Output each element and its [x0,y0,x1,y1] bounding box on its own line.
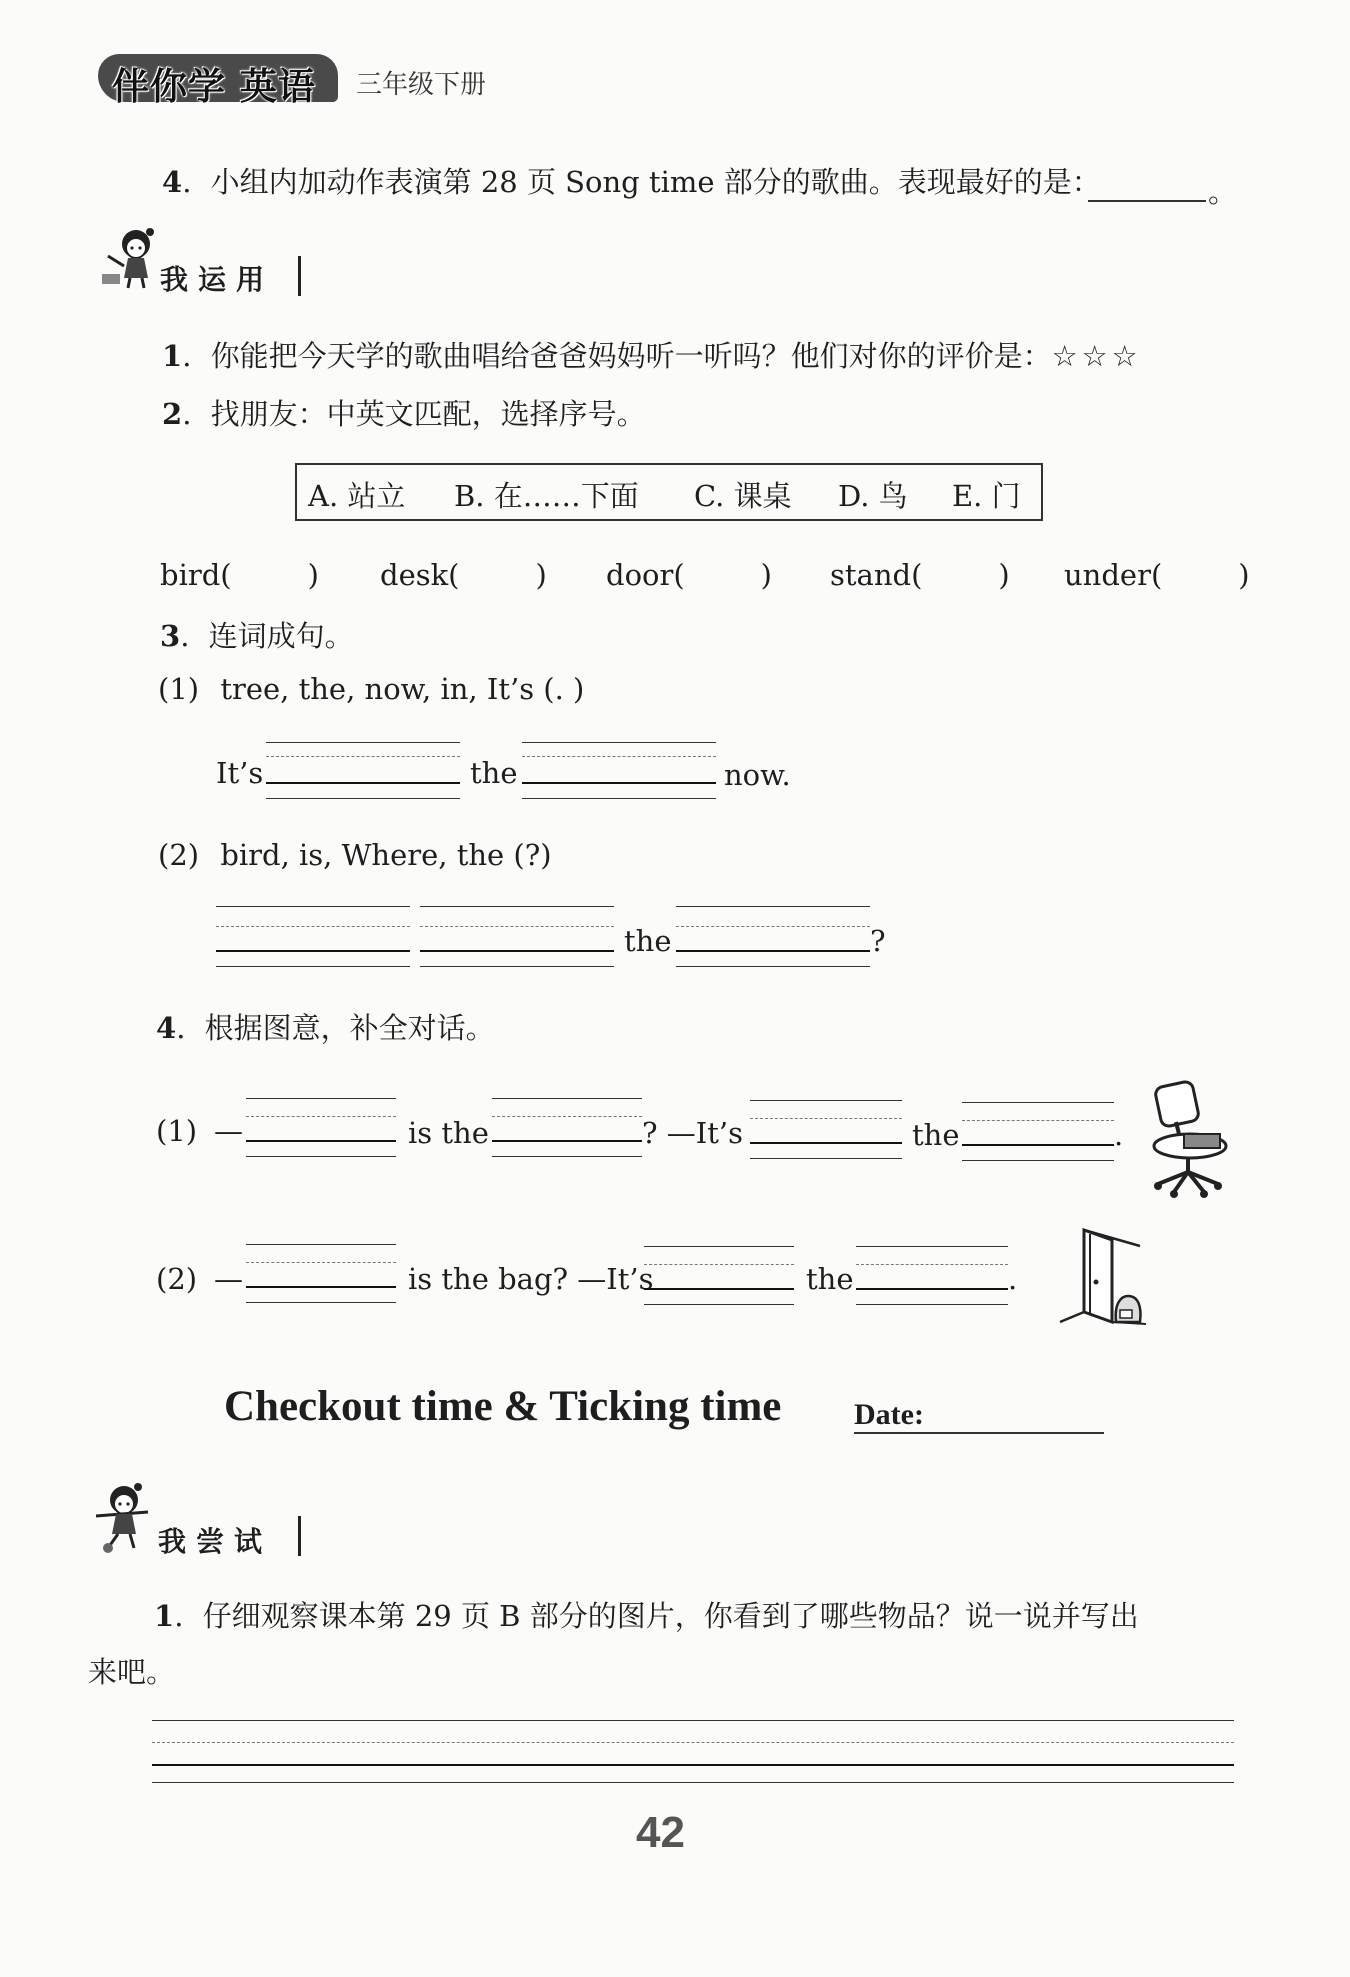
period: 。 [1208,175,1238,209]
option-d: D. 鸟 [838,479,908,513]
text-is-the: is the [408,1116,489,1150]
book-title: 伴你学 英语 [112,65,316,108]
question-text-continued: 来吧。 [88,1655,176,1689]
word-the: the [806,1262,854,1296]
writing-line[interactable] [420,906,614,962]
writing-line[interactable] [246,1098,396,1154]
writing-line[interactable] [492,1098,642,1154]
option-e: E. 门 [952,479,1021,513]
question-number: 4 [156,1011,177,1045]
q4-1-label: (1) [156,1114,198,1148]
writing-line[interactable] [644,1246,794,1302]
option-c: C. 课桌 [694,479,792,513]
q3-1-words: (1) tree, the, now, in, It’s (. ) [158,672,585,706]
rating-stars[interactable]: ☆☆☆ [1051,339,1142,373]
answer-blank[interactable] [1088,200,1206,202]
question-text: 小组内加动作表演第 28 页 Song time 部分的歌曲。表现最好的是： [210,165,1101,199]
period: . [1008,1262,1018,1296]
checkout-title: Checkout time & Ticking time [224,1383,782,1430]
question-number: 3 [160,619,181,653]
question-number: 1 [162,339,183,373]
use-question-4: 4. 根据图意，补全对话。 [156,1011,495,1045]
use-question-3: 3. 连词成句。 [160,619,354,653]
word-options-box [295,463,1043,521]
option-b: B. 在……下面 [454,479,639,513]
writing-line[interactable] [750,1100,902,1156]
writing-line[interactable] [676,906,870,962]
section-divider [298,256,301,296]
writing-line[interactable] [856,1246,1008,1302]
word-its: It’s [216,756,264,790]
question-number: 1 [154,1599,175,1633]
question-number: 4 [162,165,183,199]
match-stand[interactable]: stand( ) [830,558,1010,592]
match-bird[interactable]: bird( ) [160,558,319,592]
writing-line[interactable] [522,742,716,798]
chair-with-bag-picture [1140,1076,1240,1198]
door-with-bag-picture [1054,1226,1148,1326]
answer-writing-line[interactable] [152,1720,1234,1776]
date-blank[interactable] [854,1432,1104,1434]
word-now: now. [724,758,791,792]
writing-line[interactable] [962,1102,1114,1158]
dash: — [214,1114,243,1148]
question-mark: ? [870,924,886,958]
use-question-2: 2. 找朋友：中英文匹配，选择序号。 [162,397,646,431]
girl-mascot-icon [88,1482,154,1554]
section-divider [298,1516,301,1556]
question-text: 根据图意，补全对话。 [204,1011,495,1045]
word-the: the [470,756,518,790]
try-question-1: 1. 仔细观察课本第 29 页 B 部分的图片，你看到了哪些物品？说一说并写出 [154,1599,1139,1633]
period: . [1114,1118,1124,1152]
question-4-top: 4. 小组内加动作表演第 28 页 Song time 部分的歌曲。表现最好的是： [162,165,1101,199]
section-title-use: 我运用 [160,263,275,296]
match-desk[interactable]: desk( ) [380,558,547,592]
question-number: 2 [162,397,183,431]
match-door[interactable]: door( ) [606,558,772,592]
word-the: the [912,1118,960,1152]
use-question-1: 1. 你能把今天学的歌曲唱给爸爸妈妈听一听吗？他们对你的评价是：☆☆☆ [162,339,1142,373]
writing-line[interactable] [266,742,460,798]
dash: — [214,1262,243,1296]
date-label: Date: [854,1398,924,1431]
writing-line[interactable] [246,1244,396,1300]
text-is-the-bag: is the bag? —It’s [408,1262,654,1296]
section-title-try: 我尝试 [158,1525,273,1558]
question-text: 找朋友：中英文匹配，选择序号。 [210,397,646,431]
q3-2-words: (2) bird, is, Where, the (?) [158,838,552,872]
text-its: ? —It’s [642,1116,743,1150]
question-text: 连词成句。 [208,619,354,653]
page-number: 42 [636,1808,685,1857]
match-under[interactable]: under( ) [1064,558,1250,592]
girl-mascot-icon [98,226,158,292]
q4-2-label: (2) [156,1262,198,1296]
word-the: the [624,924,672,958]
option-a: A. 站立 [308,479,406,513]
question-text: 你能把今天学的歌曲唱给爸爸妈妈听一听吗？他们对你的评价是： [210,339,1052,373]
writing-line[interactable] [216,906,410,962]
grade-label: 三年级下册 [356,70,487,100]
question-text: 仔细观察课本第 29 页 B 部分的图片，你看到了哪些物品？说一说并写出 [202,1599,1139,1633]
